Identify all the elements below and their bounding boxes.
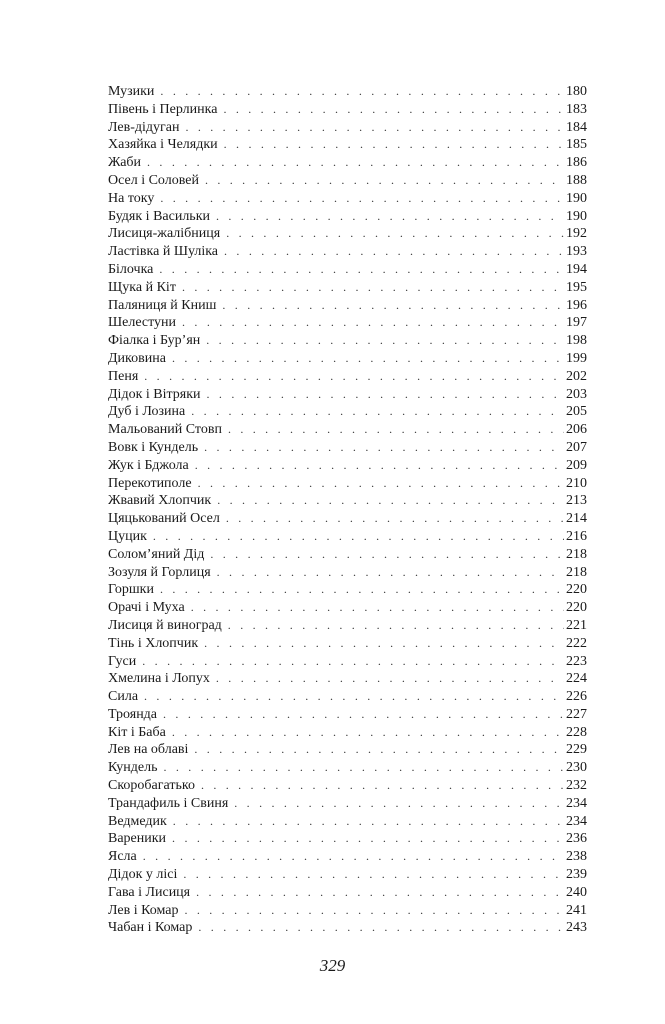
toc-entry-title: Жаби (108, 155, 142, 171)
toc-entry-title: Лев і Комар (108, 902, 179, 918)
toc-entry-title: Трандафиль і Свиня (108, 795, 229, 811)
toc-entry-page: 190 (566, 208, 587, 224)
toc-entry (108, 653, 587, 671)
dot-leader (207, 386, 564, 404)
dot-leader (182, 279, 564, 297)
toc-entry-title: Лев на облаві (108, 742, 189, 758)
toc-entry-title: Жвавий Хлопчик (108, 493, 212, 509)
toc-entry-page: 202 (566, 368, 587, 384)
dot-leader (216, 208, 564, 226)
toc-entry-page: 222 (566, 635, 587, 651)
toc-entry-title: Скоробагатько (108, 778, 195, 794)
dot-leader (206, 332, 564, 350)
toc-entry-title: Диковина (108, 350, 166, 366)
toc-entry-page: 183 (566, 101, 587, 117)
toc-entry-page: 184 (566, 119, 587, 135)
toc-entry-title: Чабан і Комар (108, 920, 193, 936)
toc-entry-title: Вовк і Кундель (108, 439, 199, 455)
toc-entry-title: Півень і Перлинка (108, 101, 218, 117)
toc-entry-page: 180 (566, 84, 587, 99)
toc-entry-page: 197 (566, 315, 587, 331)
dot-leader (172, 350, 564, 368)
toc-entry-title: Солом’яний Дід (108, 546, 205, 562)
dot-leader (144, 688, 564, 706)
toc-entry (108, 635, 587, 653)
toc-entry (108, 866, 587, 884)
toc-entry (108, 777, 587, 795)
dot-leader (224, 243, 564, 261)
toc-entry-page: 220 (566, 600, 587, 616)
toc-entry-page: 206 (566, 422, 587, 438)
toc-entry-page: 196 (566, 297, 587, 313)
toc-entry-title: Перекотиполе (108, 475, 192, 491)
toc-entry-page: 192 (566, 226, 587, 242)
dot-leader (198, 475, 564, 493)
toc-entry-page: 236 (566, 831, 587, 847)
dot-leader (210, 546, 564, 564)
toc-entry-title: Білочка (108, 261, 154, 277)
dot-leader (194, 741, 564, 759)
toc-entry (108, 830, 587, 848)
dot-leader (201, 777, 564, 795)
toc-entry-title: Фіалка і Бур’ян (108, 333, 201, 349)
toc-entry (108, 136, 587, 154)
toc-entry-title: Горшки (108, 582, 154, 598)
toc-entry-page: 230 (566, 760, 587, 776)
toc-entry (108, 670, 587, 688)
toc-entry-page: 207 (566, 439, 587, 455)
toc-entry-page: 213 (566, 493, 587, 509)
toc-entry (108, 564, 587, 582)
toc-entry (108, 617, 587, 635)
toc-entry-title: Лев-дідуган (108, 119, 180, 135)
toc-entry (108, 741, 587, 759)
dot-leader (143, 848, 564, 866)
toc-entry-title: Лисиця й виноград (108, 617, 222, 633)
toc-entry-title: Дуб і Лозина (108, 404, 186, 420)
toc-entry (108, 314, 587, 332)
toc-entry-page: 186 (566, 155, 587, 171)
toc-entry (108, 581, 587, 599)
dot-leader (217, 564, 564, 582)
toc-entry (108, 83, 587, 101)
toc-entry-title: Кундель (108, 760, 158, 776)
toc-entry-page: 221 (566, 617, 587, 633)
toc-entry (108, 546, 587, 564)
toc-entry-title: Цуцик (108, 528, 147, 544)
toc-entry-page: 234 (566, 813, 587, 829)
toc-entry-title: Лисиця-жалібниця (108, 226, 221, 242)
toc-entry (108, 688, 587, 706)
dot-leader (172, 724, 564, 742)
dot-leader (205, 172, 564, 190)
dot-leader (226, 225, 564, 243)
toc-entry-title: Дідок і Вітряки (108, 386, 201, 402)
toc-entry-page: 195 (566, 279, 587, 295)
toc-entry-page: 234 (566, 795, 587, 811)
toc-entry (108, 813, 587, 831)
toc-entry (108, 172, 587, 190)
toc-entry-page: 188 (566, 172, 587, 188)
toc-entry (108, 243, 587, 261)
toc-entry-page: 209 (566, 457, 587, 473)
toc-entry-page: 243 (566, 920, 587, 936)
toc-entry-page: 220 (566, 582, 587, 598)
toc-entry-page: 218 (566, 564, 587, 580)
toc-entry-page: 198 (566, 333, 587, 349)
dot-leader (160, 83, 564, 101)
dot-leader (153, 528, 564, 546)
toc-entry-title: Мальований Стовп (108, 422, 222, 438)
toc-entry-title: Шелестуни (108, 315, 177, 331)
toc-entry (108, 795, 587, 813)
dot-leader (183, 866, 564, 884)
dot-leader (195, 457, 564, 475)
toc-entry-title: Кіт і Баба (108, 724, 166, 740)
dot-leader (160, 190, 564, 208)
toc-entry-page: 232 (566, 778, 587, 794)
toc-entry-title: Сила (108, 689, 139, 705)
toc-entry-title: Ведмедик (108, 813, 167, 829)
page-number: 329 (319, 956, 346, 975)
toc-entry (108, 225, 587, 243)
toc-entry-page: 216 (566, 528, 587, 544)
dot-leader (163, 706, 564, 724)
toc-entry (108, 119, 587, 137)
table-of-contents (108, 83, 587, 937)
dot-leader (196, 884, 564, 902)
toc-entry-page: 194 (566, 261, 587, 277)
toc-entry-page: 228 (566, 724, 587, 740)
toc-entry-page: 185 (566, 137, 587, 153)
dot-leader (222, 297, 564, 315)
dot-leader (184, 902, 564, 920)
toc-entry (108, 706, 587, 724)
toc-entry (108, 848, 587, 866)
toc-entry (108, 279, 587, 297)
toc-entry (108, 492, 587, 510)
toc-entry (108, 457, 587, 475)
dot-leader (223, 101, 564, 119)
toc-entry-page: 240 (566, 884, 587, 900)
dot-leader (217, 492, 564, 510)
toc-entry (108, 101, 587, 119)
toc-entry-title: Жук і Бджола (108, 457, 189, 473)
toc-entry-title: Зозуля й Горлиця (108, 564, 211, 580)
dot-leader (224, 136, 564, 154)
toc-entry (108, 475, 587, 493)
toc-entry (108, 919, 587, 937)
toc-entry (108, 724, 587, 742)
toc-entry-title: Хазяйка і Челядки (108, 137, 218, 153)
dot-leader (164, 759, 565, 777)
toc-entry-page: 229 (566, 742, 587, 758)
dot-leader (226, 510, 564, 528)
toc-entry (108, 759, 587, 777)
toc-entry-page: 193 (566, 244, 587, 260)
toc-entry (108, 297, 587, 315)
toc-entry-page: 226 (566, 689, 587, 705)
toc-entry-page: 241 (566, 902, 587, 918)
dot-leader (198, 919, 564, 937)
toc-entry-page: 227 (566, 706, 587, 722)
toc-entry (108, 421, 587, 439)
dot-leader (185, 119, 564, 137)
toc-entry (108, 368, 587, 386)
toc-entry (108, 884, 587, 902)
toc-entry-page: 224 (566, 671, 587, 687)
toc-entry (108, 599, 587, 617)
dot-leader (204, 635, 564, 653)
toc-entry (108, 261, 587, 279)
toc-entry (108, 510, 587, 528)
toc-entry (108, 154, 587, 172)
toc-entry-title: Цяцькований Осел (108, 511, 220, 527)
dot-leader (216, 670, 564, 688)
toc-entry-title: Ясла (108, 849, 137, 865)
toc-entry (108, 386, 587, 404)
toc-entry (108, 902, 587, 920)
dot-leader (173, 813, 564, 831)
dot-leader (234, 795, 564, 813)
dot-leader (204, 439, 564, 457)
dot-leader (147, 154, 564, 172)
toc-entry-title: Щука й Кіт (108, 279, 176, 295)
dot-leader (160, 581, 564, 599)
toc-entry-page: 218 (566, 546, 587, 562)
toc-entry-title: Вареники (108, 831, 167, 847)
toc-entry-page: 190 (566, 190, 587, 206)
toc-entry (108, 439, 587, 457)
toc-entry-title: Дідок у лісі (108, 867, 178, 883)
toc-entry (108, 528, 587, 546)
dot-leader (144, 368, 564, 386)
toc-entry-title: Ластівка й Шуліка (108, 244, 219, 260)
dot-leader (142, 653, 564, 671)
toc-entry-title: На току (108, 190, 155, 206)
dot-leader (191, 599, 564, 617)
toc-entry-title: Хмелина і Лопух (108, 671, 210, 687)
toc-entry (108, 403, 587, 421)
toc-entry-title: Орачі і Муха (108, 600, 185, 616)
toc-entry-title: Музики (108, 84, 155, 99)
toc-entry-title: Тінь і Хлопчик (108, 635, 199, 651)
toc-entry-title: Будяк і Васильки (108, 208, 210, 224)
toc-entry-title: Гава і Лисиця (108, 884, 191, 900)
toc-entry-page: 199 (566, 350, 587, 366)
dot-leader (228, 617, 564, 635)
dot-leader (228, 421, 564, 439)
toc-entry-title: Гуси (108, 653, 137, 669)
toc-entry-title: Осел і Соловей (108, 172, 199, 188)
toc-entry-page: 203 (566, 386, 587, 402)
dot-leader (172, 830, 564, 848)
toc-entry-title: Троянда (108, 706, 158, 722)
dot-leader (182, 314, 564, 332)
toc-entry (108, 190, 587, 208)
toc-entry (108, 350, 587, 368)
toc-entry (108, 332, 587, 350)
toc-entry-page: 205 (566, 404, 587, 420)
toc-entry-page: 239 (566, 867, 587, 883)
toc-entry-page: 210 (566, 475, 587, 491)
toc-entry-page: 223 (566, 653, 587, 669)
toc-entry-title: Паляниця й Книш (108, 297, 217, 313)
dot-leader (159, 261, 564, 279)
dot-leader (191, 403, 564, 421)
toc-entry-title: Пеня (108, 368, 139, 384)
toc-entry-page: 214 (566, 511, 587, 527)
toc-entry (108, 208, 587, 226)
toc-entry-page: 238 (566, 849, 587, 865)
